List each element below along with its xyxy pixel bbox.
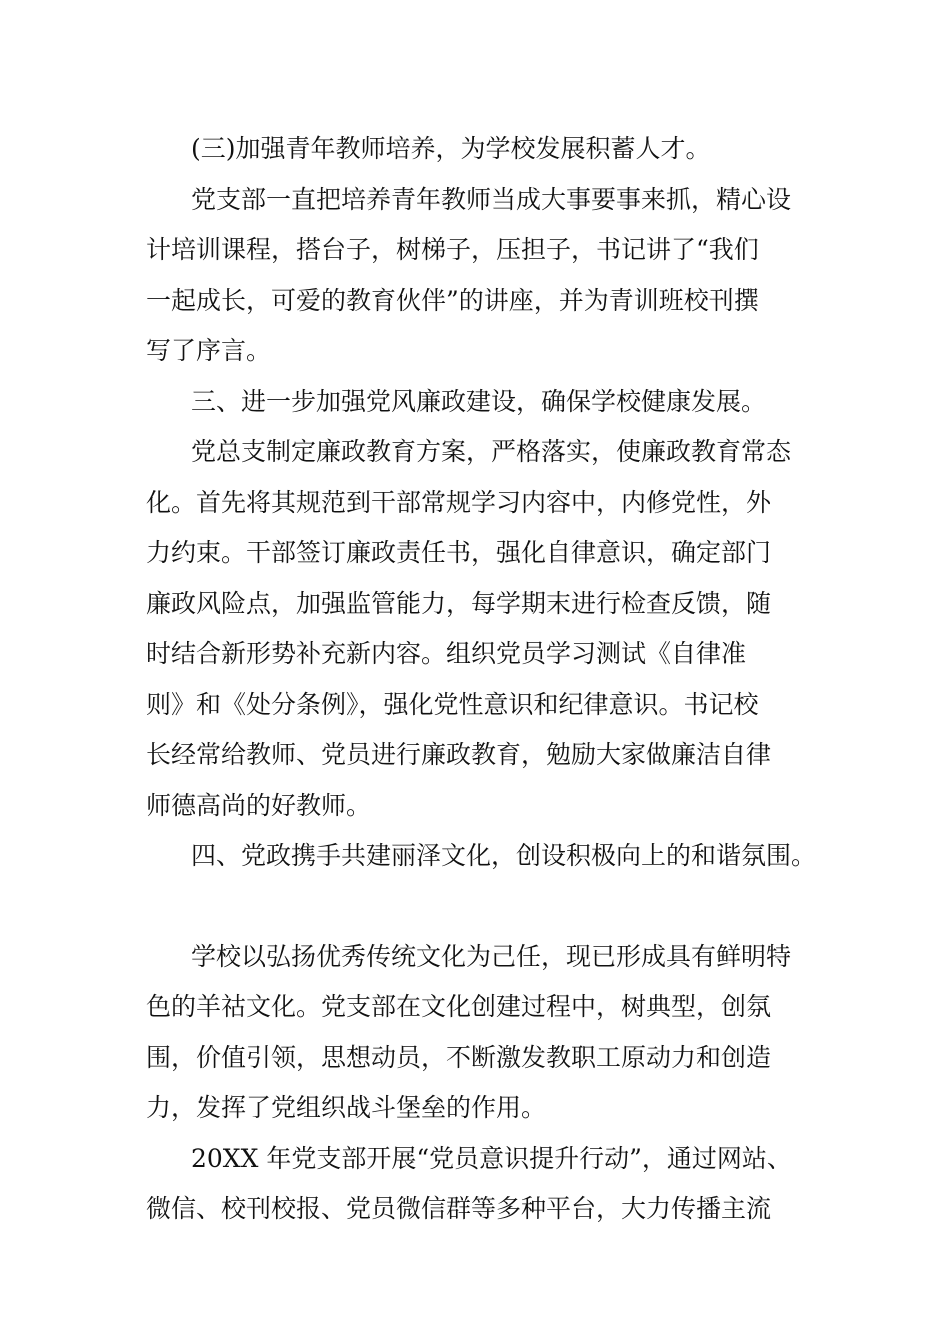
text-line: 微信、校刊校报、党员微信群等多种平台，大力传播主流 [146,1194,772,1223]
text-line: 力，发挥了党组织战斗堡垒的作用。 [146,1093,547,1122]
text-line: 力约束。干部签订廉政责任书，强化自律意识，确定部门 [146,538,772,567]
paragraph-awareness-action [146,1134,836,1235]
text-line: 围，价值引领，思想动员，不断激发教职工原动力和创造 [146,1042,772,1072]
document-body [146,124,836,1235]
text-line: 20XX 年党支部开展“党员意识提升行动”，通过网站、 [191,1143,792,1173]
text-line: 写了序言。 [146,336,272,365]
text-line: 化。首先将其规范到干部常规学习内容中，内修党性，外 [146,487,772,517]
blank-line [146,882,836,932]
text-line: 长经常给教师、党员进行廉政教育，勉励大家做廉洁自律 [146,740,772,769]
text-line: 时结合新形势补充新内容。组织党员学习测试《自律准 [146,639,747,668]
paragraph-culture [146,932,836,1134]
text-line: 学校以弘扬优秀传统文化为己任，现已形成具有鲜明特 [191,941,792,971]
paragraph-integrity-education [146,427,836,831]
text-line: 一起成长，可爱的教育伙伴”的讲座，并为青训班校刊撰 [146,285,759,315]
paragraph-youth-teachers [146,175,836,377]
text-line: 党支部一直把培养青年教师当成大事要事来抓，精心设 [191,184,792,214]
text-line: 三、进一步加强党风廉政建设，确保学校健康发展。 [191,386,767,416]
paragraph-heading-3 [146,124,836,175]
text-line: 师德高尚的好教师。 [146,790,372,820]
text-line: 廉政风险点，加强监管能力，每学期末进行检查反馈，随 [146,588,772,618]
text-line: 四、党政携手共建丽泽文化，创设积极向上的和谐氛围。 [191,841,817,870]
section-heading-3 [146,377,836,428]
text-line: 计培训课程，搭台子，树梯子，压担子，书记讲了“我们 [146,235,759,264]
text-line: 色的羊祜文化。党支部在文化创建过程中，树典型，创氛 [146,992,772,1021]
section-heading-4 [146,831,836,882]
text-line: 则》和《处分条例》，强化党性意识和纪律意识。书记校 [146,689,759,719]
text-line: 党总支制定廉政教育方案，严格落实，使廉政教育常态 [191,437,792,466]
text-line: (三)加强青年教师培养，为学校发展积蓄人才。 [191,134,711,163]
